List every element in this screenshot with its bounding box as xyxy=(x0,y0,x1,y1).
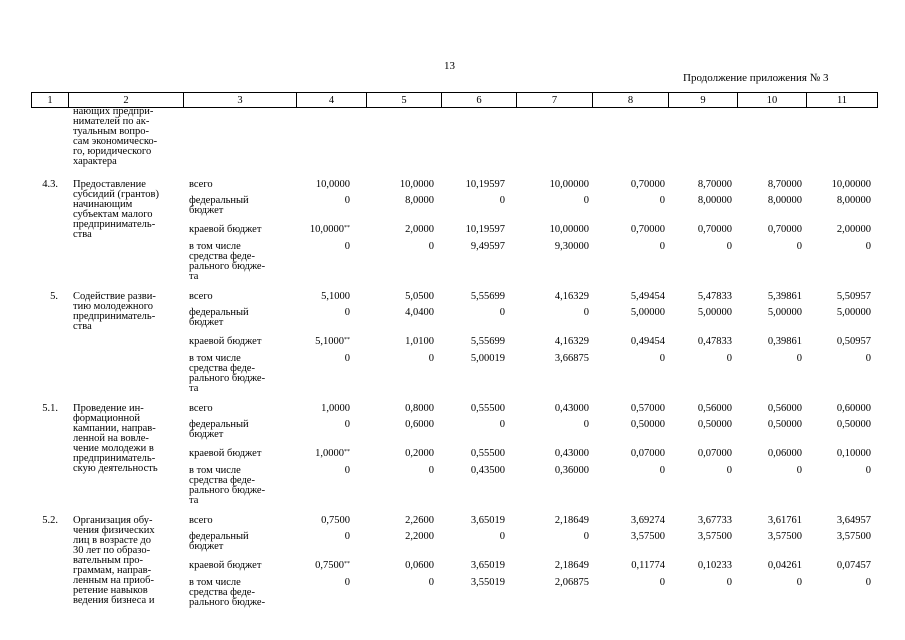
value-cell-col-11: 5,50957 xyxy=(836,291,871,302)
value-cell-col-8: 0 xyxy=(659,577,665,588)
value-cell-col-11: 3,57500 xyxy=(836,531,871,542)
value-cell-col-5: 2,0000 xyxy=(405,224,434,235)
value-cell-col-8: 0,07000 xyxy=(630,448,665,459)
value-cell-col-5: 0 xyxy=(428,465,434,476)
value-cell-col-9: 3,57500 xyxy=(697,531,732,542)
value-cell-col-8: 0,57000 xyxy=(630,403,665,414)
value-cell-col-7: 0 xyxy=(583,531,589,542)
value-cell-col-6: 0 xyxy=(499,195,505,206)
value-cell-col-4: 0 xyxy=(344,531,350,542)
row-label: всего xyxy=(189,515,213,526)
value-cell-col-10: 0 xyxy=(796,465,802,476)
value-cell-col-6: 10,19597 xyxy=(465,179,505,190)
value-cell-col-9: 0 xyxy=(726,465,732,476)
value-cell-col-11: 0,60000 xyxy=(836,403,871,414)
row-label: федеральный бюджет xyxy=(189,531,249,552)
value-cell-col-5: 0 xyxy=(428,577,434,588)
value-cell-col-7: 3,66875 xyxy=(554,353,589,364)
value-cell-col-10: 0,39861 xyxy=(767,336,802,347)
header-col-4: 4 xyxy=(297,93,367,108)
value-cell-col-10: 0 xyxy=(796,241,802,252)
value-cell-col-7: 0,43000 xyxy=(554,448,589,459)
section-description: Проведение ин- формационной кампании, направ- ленной на вовле- чение молодежи в предприниматель- скую деятельность xyxy=(73,403,158,474)
value-cell-col-8: 0 xyxy=(659,195,665,206)
value-cell-col-9: 0 xyxy=(726,577,732,588)
value-cell-col-5: 2,2000 xyxy=(405,531,434,542)
value-cell-col-9: 0,70000 xyxy=(697,224,732,235)
value-cell-col-10: 0,06000 xyxy=(767,448,802,459)
header-col-6: 6 xyxy=(442,93,517,108)
row-label: всего xyxy=(189,179,213,190)
value-cell-col-9: 5,00000 xyxy=(697,307,732,318)
value-cell-col-11: 0 xyxy=(865,241,871,252)
value-cell-col-7: 9,30000 xyxy=(554,241,589,252)
value-cell-col-11: 0,50957 xyxy=(836,336,871,347)
value-cell-col-11: 3,64957 xyxy=(836,515,871,526)
value-cell-col-11: 0 xyxy=(865,353,871,364)
value-cell-col-6: 0,55500 xyxy=(470,403,505,414)
row-label: в том числе средства феде- рального бюдже- та xyxy=(189,465,266,506)
row-label: федеральный бюджет xyxy=(189,195,249,216)
value-cell-col-10: 0,50000 xyxy=(767,419,802,430)
value-cell-col-6: 5,00019 xyxy=(470,353,505,364)
value-cell-col-11: 0 xyxy=(865,465,871,476)
value-cell-col-7: 0 xyxy=(583,195,589,206)
page-number: 13 xyxy=(444,60,455,72)
value-cell-col-11: 0,50000 xyxy=(836,419,871,430)
value-cell-col-7: 0 xyxy=(583,307,589,318)
value-cell-col-9: 0,10233 xyxy=(697,560,732,571)
value-cell-col-4: 0 xyxy=(344,195,350,206)
header-col-7: 7 xyxy=(517,93,593,108)
value-cell-col-6: 3,65019 xyxy=(470,560,505,571)
row-label: в том числе средства феде- рального бюдже- та xyxy=(189,353,266,394)
value-cell-col-10: 0,04261 xyxy=(767,560,802,571)
value-cell-col-9: 0,47833 xyxy=(697,336,732,347)
value-cell-col-6: 0 xyxy=(499,419,505,430)
value-cell-col-7: 2,06875 xyxy=(554,577,589,588)
value-cell-col-9: 0,07000 xyxy=(697,448,732,459)
value-cell-col-5: 0,2000 xyxy=(405,448,434,459)
value-cell-col-11: 2,00000 xyxy=(836,224,871,235)
value-cell-col-9: 5,47833 xyxy=(697,291,732,302)
value-cell-col-7: 4,16329 xyxy=(554,291,589,302)
value-cell-col-4: 0,7500 xyxy=(321,515,350,526)
value-cell-col-9: 3,67733 xyxy=(697,515,732,526)
section-description: Содействие разви- тию молодежного предприниматель- ства xyxy=(73,291,156,332)
value-cell-col-10: 0,56000 xyxy=(767,403,802,414)
row-label: краевой бюджет xyxy=(189,336,262,347)
header-col-2: 2 xyxy=(69,93,184,108)
value-cell-col-4: 0 xyxy=(344,419,350,430)
value-cell-col-10: 8,00000 xyxy=(767,195,802,206)
value-cell-col-8: 0 xyxy=(659,353,665,364)
value-cell-col-11: 0,10000 xyxy=(836,448,871,459)
row-label: в том числе средства феде- рального бюдже- та xyxy=(189,241,266,282)
value-cell-col-8: 0,70000 xyxy=(630,224,665,235)
value-cell-col-4: 5,1000** xyxy=(315,336,350,347)
value-cell-col-6: 0,43500 xyxy=(470,465,505,476)
value-cell-col-7: 0,36000 xyxy=(554,465,589,476)
value-cell-col-10: 3,61761 xyxy=(767,515,802,526)
value-cell-col-5: 8,0000 xyxy=(405,195,434,206)
value-cell-col-6: 5,55699 xyxy=(470,291,505,302)
value-cell-col-7: 10,00000 xyxy=(549,224,589,235)
header-col-5: 5 xyxy=(367,93,442,108)
section-number: 5. xyxy=(50,291,58,302)
value-cell-col-5: 2,2600 xyxy=(405,515,434,526)
value-cell-col-7: 2,18649 xyxy=(554,560,589,571)
value-cell-col-10: 0,70000 xyxy=(767,224,802,235)
value-cell-col-5: 4,0400 xyxy=(405,307,434,318)
value-cell-col-8: 0,70000 xyxy=(630,179,665,190)
value-cell-col-4: 0 xyxy=(344,465,350,476)
value-cell-col-11: 10,00000 xyxy=(831,179,871,190)
value-cell-col-5: 0 xyxy=(428,241,434,252)
value-cell-col-10: 3,57500 xyxy=(767,531,802,542)
value-cell-col-10: 5,00000 xyxy=(767,307,802,318)
row-label: в том числе средства феде- рального бюдже- xyxy=(189,577,266,608)
value-cell-col-4: 0 xyxy=(344,577,350,588)
value-cell-col-11: 0,07457 xyxy=(836,560,871,571)
value-cell-col-4: 1,0000** xyxy=(315,448,350,459)
header-col-8: 8 xyxy=(593,93,669,108)
value-cell-col-8: 3,69274 xyxy=(630,515,665,526)
value-cell-col-6: 0 xyxy=(499,531,505,542)
value-cell-col-5: 5,0500 xyxy=(405,291,434,302)
value-cell-col-9: 0,56000 xyxy=(697,403,732,414)
value-cell-col-7: 0,43000 xyxy=(554,403,589,414)
row-label: всего xyxy=(189,403,213,414)
value-cell-col-9: 0 xyxy=(726,353,732,364)
row-label: краевой бюджет xyxy=(189,448,262,459)
value-cell-col-8: 0 xyxy=(659,465,665,476)
value-cell-col-5: 1,0100 xyxy=(405,336,434,347)
value-cell-col-9: 0,50000 xyxy=(697,419,732,430)
value-cell-col-8: 5,00000 xyxy=(630,307,665,318)
value-cell-col-8: 5,49454 xyxy=(630,291,665,302)
value-cell-col-6: 3,55019 xyxy=(470,577,505,588)
value-cell-col-7: 0 xyxy=(583,419,589,430)
value-cell-col-8: 0,11774 xyxy=(631,560,665,571)
value-cell-col-5: 0,0600 xyxy=(405,560,434,571)
row-label: федеральный бюджет xyxy=(189,419,249,440)
section-number: 5.1. xyxy=(42,403,58,414)
value-cell-col-6: 3,65019 xyxy=(470,515,505,526)
section-number: 5.2. xyxy=(42,515,58,526)
value-cell-col-5: 10,0000 xyxy=(399,179,434,190)
value-cell-col-4: 0,7500** xyxy=(315,560,350,571)
value-cell-col-6: 0 xyxy=(499,307,505,318)
value-cell-col-5: 0,6000 xyxy=(405,419,434,430)
value-cell-col-7: 2,18649 xyxy=(554,515,589,526)
value-cell-col-11: 0 xyxy=(865,577,871,588)
section-description: Организация обу- чения физических лиц в возрасте до 30 лет по образо- вательным про- граммам, направ- ленным на приоб- ретение навыков ведения бизнеса и xyxy=(73,515,155,606)
value-cell-col-4: 5,1000 xyxy=(321,291,350,302)
top-fragment-text: нающих предпри- нимателей по ак- туальным вопро- сам экономическо- го, юридического характера xyxy=(73,106,158,167)
value-cell-col-4: 10,0000 xyxy=(315,179,350,190)
value-cell-col-5: 0 xyxy=(428,353,434,364)
value-cell-col-4: 0 xyxy=(344,241,350,252)
section-number: 4.3. xyxy=(42,179,58,190)
value-cell-col-8: 0,49454 xyxy=(630,336,665,347)
value-cell-col-11: 5,00000 xyxy=(836,307,871,318)
value-cell-col-10: 0 xyxy=(796,353,802,364)
value-cell-col-5: 0,8000 xyxy=(405,403,434,414)
header-col-9: 9 xyxy=(669,93,738,108)
value-cell-col-6: 0,55500 xyxy=(470,448,505,459)
row-label: всего xyxy=(189,291,213,302)
row-label: краевой бюджет xyxy=(189,560,262,571)
value-cell-col-10: 8,70000 xyxy=(767,179,802,190)
section-description: Предоставление субсидий (грантов) начинающим субъектам малого предприниматель- ства xyxy=(73,179,159,240)
value-cell-col-8: 0 xyxy=(659,241,665,252)
value-cell-col-4: 0 xyxy=(344,307,350,318)
value-cell-col-4: 1,0000 xyxy=(321,403,350,414)
continuation-label: Продолжение приложения № 3 xyxy=(683,72,829,84)
value-cell-col-8: 0,50000 xyxy=(630,419,665,430)
row-label: федеральный бюджет xyxy=(189,307,249,328)
value-cell-col-6: 5,55699 xyxy=(470,336,505,347)
value-cell-col-8: 3,57500 xyxy=(630,531,665,542)
value-cell-col-9: 8,70000 xyxy=(697,179,732,190)
header-col-1: 1 xyxy=(32,93,69,108)
value-cell-col-11: 8,00000 xyxy=(836,195,871,206)
header-col-10: 10 xyxy=(738,93,807,108)
value-cell-col-10: 0 xyxy=(796,577,802,588)
value-cell-col-7: 4,16329 xyxy=(554,336,589,347)
column-header-table xyxy=(31,92,878,108)
value-cell-col-6: 10,19597 xyxy=(465,224,505,235)
value-cell-col-6: 9,49597 xyxy=(470,241,505,252)
value-cell-col-9: 8,00000 xyxy=(697,195,732,206)
row-label: краевой бюджет xyxy=(189,224,262,235)
value-cell-col-10: 5,39861 xyxy=(767,291,802,302)
header-col-3: 3 xyxy=(184,93,297,108)
value-cell-col-9: 0 xyxy=(726,241,732,252)
header-row xyxy=(32,93,878,108)
value-cell-col-4: 0 xyxy=(344,353,350,364)
header-col-11: 11 xyxy=(807,93,878,108)
value-cell-col-7: 10,00000 xyxy=(549,179,589,190)
value-cell-col-4: 10,0000** xyxy=(309,224,350,235)
